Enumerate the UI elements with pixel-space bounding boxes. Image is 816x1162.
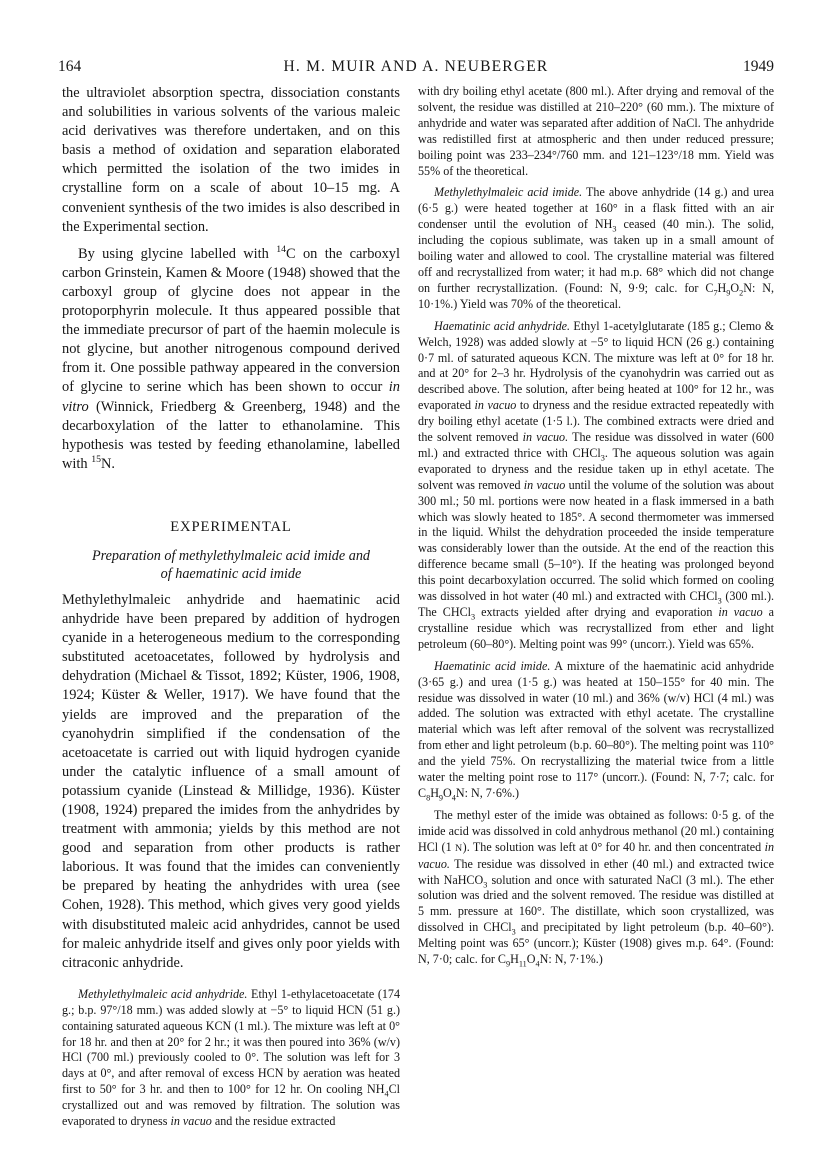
page-number: 164 bbox=[58, 58, 82, 75]
haematinic-imide-paragraph: Haematinic acid imide. A mixture of the haematinic acid anhydride (3·65 g.) and urea (1·5 g.) was heated at 150–155° for 40 min. The residue was dissolved in water (10 ml.) and 36% (w/v) HCl (4 ml.) was added. The solution was extracted with ethyl acetate. The crystalline material which was left after removal of the solvent was recrystallized from ether and light petroleum (b.p. 60–80°). The melting point was 110° and the yield 75%. On recrystallizing the material twice from a little water the melting point rose to 117° (uncorr.). (Found: N, 7·7; calc. for $C_8H_9O_4N$: N, 7·6%.) bbox=[418, 658, 774, 803]
intro-paragraph: the ultraviolet absorption spectra, dissociation constants and solubilities in various solvents of the various maleic acid derivatives was therefore undertaken, and on this basis a method of oxidation and separation elaborated which permitted the isolation of the two imides in crystalline form on a scale of about 10–15 mg. A convenient synthesis of the two imides is also described in the Experimental section. bbox=[62, 85, 400, 235]
glycine-paragraph: By using glycine labelled with $^{14}$C on the carboxyl carbon Grinstein, Kamen & Moore (1948) showed that the carboxyl group of glycine does not appear in the protoporphyrin molecule. It thus appeared possible that the immediate precursor of part of the haemin molecule is not glycine, but another nitrogenous compound derived from it. One possible pathway appeared in the conversion of glycine to serine which has been shown to occur in vitro (Winnick, Friedberg & Greenberg, 1948) and the decarboxylation of the latter to ethanolamine. This hypothesis was tested by feeding ethanolamine, labelled with $^{15}$N. bbox=[62, 243, 400, 472]
running-header bbox=[58, 58, 774, 82]
methylethylmaleic-anhydride-paragraph: Methylethylmaleic acid anhydride. Ethyl 1-ethylacetoacetate (174 g.; b.p. 97°/18 mm.) was added slowly at −5° to liquid HCN (51 g.) containing saturated aqueous KCN (1 ml.). The mixture was left at 0° for 18 hr. and then at 20° for 2 hr.; it was then poured into 36% (w/v) HCl (700 ml.) previously cooled to 0°. The solution was left for 3 days at 0°, and after removal of excess HCN by aeration was heated first to 50° for 3 hr. and then to 100° for 12 hr. On cooling $NH_4Cl$ crystallized out and was removed by filtration. The solution was evaporated to dryness in vacuo and the residue extracted bbox=[62, 986, 400, 1129]
methylethylmaleic-imide-paragraph: Methylethylmaleic acid imide. The above anhydride (14 g.) and urea (6·5 g.) were heated together at 160° in a flask fitted with an air condenser until the evolution of $NH_3$ ceased (40 min.). The solid, including the copious sublimate, was taken up in a small amount of boiling water and allowed to cool. The crystalline material was filtered off and recrystallized from water; it had m.p. 68° which did not change on further recrystallization. (Found: N, 9·9; calc. for $C_7H_9O_2N$: N, 10·1%.) Yield was 70% of the theoretical. bbox=[418, 185, 774, 311]
subsection-heading: Preparation of methylethylmaleic acid imide and of haematinic acid imide bbox=[91, 547, 371, 582]
methods-paragraph: Methylethylmaleic anhydride and haematinic acid anhydride have been prepared by addition of hydrogen cyanide in a heterogeneous medium to the corresponding substituted acetoacetates, followed by hydrolysis and dehydration (Michael & Tissot, 1892; Küster, 1906, 1908, 1924; Küster & Weller, 1917). We have found that the yields are improved and the preparation of the cyanohydrin simplified if the condensation of the acetoacetate is carried out with liquid hydrogen cyanide under the catalytic influence of a small amount of potassium cyanide (Linstead & Millidge, 1936). Küster (1908, 1924) prepared the imides from the anhydrides by treatment with ammonia; yields by this method are not good and separation from other products is rather laborious. It was found that the imides can conveniently be prepared by heating the anhydrides with urea (see Cohen, 1928). This method, which gives very good yields with disubstituted maleic acid anhydrides, cannot be used for maleic anhydride itself and gives only poor yields with citraconic anhydride. bbox=[62, 591, 400, 971]
right-column bbox=[418, 84, 774, 968]
publication-year: 1949 bbox=[743, 58, 774, 75]
running-authors: H. M. MUIR AND A. NEUBERGER bbox=[283, 58, 549, 75]
continued-paragraph: with dry boiling ethyl acetate (800 ml.). After drying and removal of the solvent, the residue was distilled at 210–220° (60 mm.). The mixture of anhydride and water was separated after addition of NaCl. The anhydride was redistilled first at atmospheric and then under reduced pressure; boiling point was 233–234°/760 mm. and 121–123°/18 mm. Yield was 55% of the theoretical. bbox=[418, 84, 774, 178]
section-heading: EXPERIMENTAL bbox=[170, 518, 292, 535]
left-column bbox=[62, 84, 400, 1130]
methyl-ester-paragraph: The methyl ester of the imide was obtained as follows: 0·5 g. of the imide acid was dissolved in cold anhydrous methanol (20 ml.) containing HCl (1 N). The solution was left at 0° for 40 hr. and then concentrated in vacuo. The residue was dissolved in ether (40 ml.) and extracted twice with NaHCO$_3$ solution and once with saturated NaCl (3 ml.). The ether solution was dried and the solvent removed. The residue was distilled at 5 mm. pressure at 160°. The distillate, which soon crystallized, was dissolved in CHCl$_3$ and precipitated by light petroleum (b.p. 40–60°). Melting point was 65° (uncorr.); Küster (1908) gives m.p. 64°. (Found: N, 7·0; calc. for $C_9H_{11}O_4N$: N, 7·1%.) bbox=[418, 807, 774, 969]
haematinic-anhydride-paragraph: Haematinic acid anhydride. Ethyl 1-acetylglutarate (185 g.; Clemo & Welch, 1928) was added slowly at −5° to liquid HCN (26 g.) containing 0·7 ml. of saturated aqueous KCN. The mixture was left at 0° for 18 hr. and at 20° for 2–3 hr. Hydrolysis of the cyanohydrin was carried out as described above. The solution, after being heated at 100° for 12 hr., was evaporated in vacuo to dryness and the residue extracted repeatedly with dry boiling ethyl acetate (1·5 l.). The combined extracts were dried and the solvent removed in vacuo. The residue was dissolved in water (600 ml.) and extracted thrice with CHCl$_3$. The aqueous solution was again evaporated to dryness and the residue taken up in ethyl acetate. The solvent was removed in vacuo until the volume of the solution was about 300 ml.; 50 ml. portions were now heated in a flask immersed in a bath which was slowly heated to 185°. A second thermometer was immersed in the liquid. Whilst the dehydration proceeded the inside temperature was considerably lower than the outside. At the end of the reaction this difference became small (5–10°). If the heating was prolonged beyond this point decarboxylation occurred. The solid which formed on cooling was dissolved in hot water (40 ml.) and extracted with CHCl$_3$ (300 ml.). The CHCl$_3$ extracts yielded after drying and evaporation in vacuo a crystalline residue which was recrystallized from ether and light petroleum (60–80°). Melting point was 99° (uncorr.). Yield was 65%. bbox=[418, 318, 774, 651]
